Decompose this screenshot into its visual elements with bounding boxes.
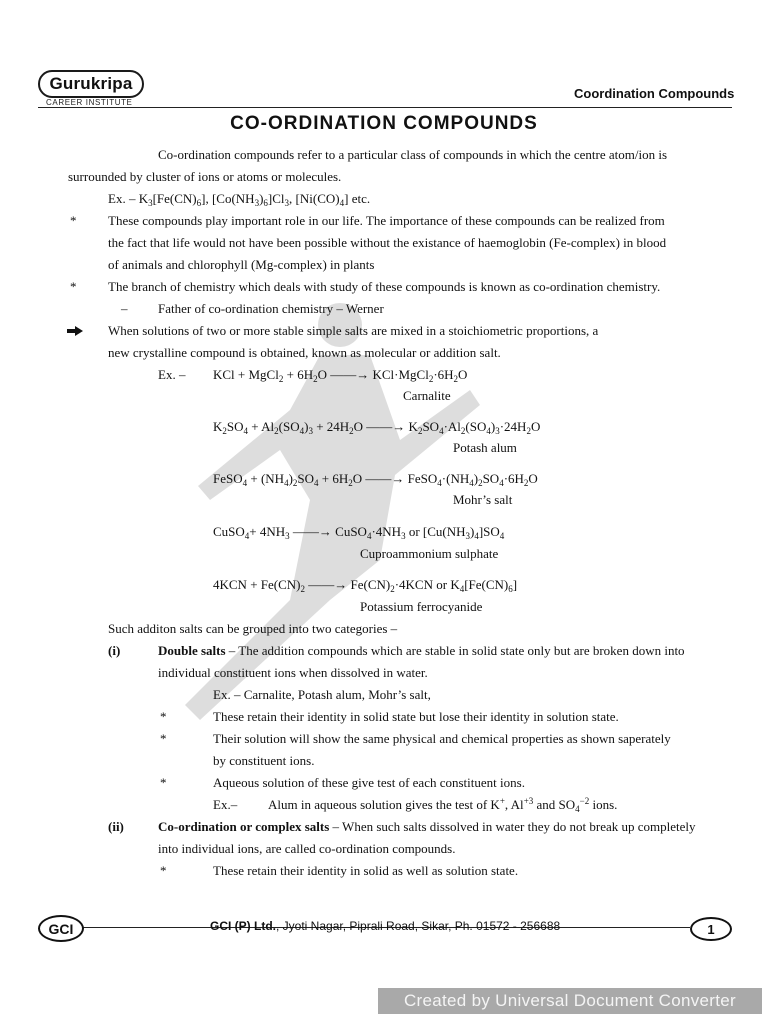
bullet-1-line-3: of animals and chlorophyll (Mg-complex) in plants <box>108 257 375 272</box>
page-number: 1 <box>690 917 732 941</box>
complex-salts-number: (ii) <box>108 819 124 834</box>
footer-company: GCI (P) Ltd. <box>210 919 276 933</box>
bullet-marker: * <box>160 775 167 790</box>
double-salts-point-2-line-1: Their solution will show the same physical and chemical properties as shown saperately <box>213 731 671 746</box>
intro-line-1: Co-ordination compounds refer to a particular class of compounds in which the centre atom/ion is <box>158 147 668 162</box>
reaction-2: $K_2SO_4 + Al_2(SO_4)_3 + 24H_2O$ ——→ $K_2SO_4\cdot Al_2(SO_4)_3\cdot 24H_2O$ <box>213 419 541 436</box>
alum-example: Alum in aqueous solution gives the test of K+, $Al^{+3}$ and $SO_4^{-2}$ ions. <box>268 796 618 814</box>
double-salts-point-2-line-2: by constituent ions. <box>213 753 315 768</box>
converter-stamp: Created by Universal Document Converter <box>378 988 762 1014</box>
intro-line-2: surrounded by cluster of ions or atoms or molecules. <box>68 169 342 184</box>
bullet-marker: * <box>70 213 77 228</box>
reaction-4: CuSO$_4$+ $4NH_3$ ——→ $CuSO_4\cdot 4NH_3$ or $[Cu(NH_3)_4]SO_4$ <box>213 524 505 541</box>
addition-salt-line-1: When solutions of two or more stable simple salts are mixed in a stoichiometric proportions, a <box>108 323 599 338</box>
gci-logo: GCI <box>38 915 84 942</box>
reaction-5-name: Potassium ferrocyanide <box>360 599 483 614</box>
double-salts-point-3: Aqueous solution of these give test of each constituent ions. <box>213 775 525 790</box>
reaction-1-name: Carnalite <box>403 388 451 403</box>
reaction-4-name: Cuproammonium sulphate <box>360 546 499 561</box>
alum-example-label: Ex.– <box>213 797 238 812</box>
header-section-title: Coordination Compounds <box>574 86 735 101</box>
page-title: CO-ORDINATION COMPOUNDS <box>230 113 538 134</box>
reaction-3: FeSO$_4$ + $(NH_4)_2SO_4 + 6H_2O$ ——→ $FeSO_4\cdot(NH_4)_2SO_4\cdot 6H_2O$ <box>213 471 538 488</box>
logo-subtext: CAREER INSTITUTE <box>46 98 133 107</box>
double-salts-number: (i) <box>108 643 121 658</box>
bullet-1-line-1: These compounds play important role in our life. The importance of these compounds can be realized from <box>108 213 665 228</box>
complex-salts-line-1 <box>158 819 696 835</box>
complex-salts-text: – When such salts dissolved in water they do not break up completely <box>329 819 696 834</box>
header-divider <box>38 107 732 108</box>
categories-intro: Such additon salts can be grouped into two categories – <box>108 621 398 636</box>
footer-address-text: , Jyoti Nagar, Piprali Road, Sikar, Ph. 01572 - 256688 <box>276 919 561 933</box>
bullet-2-line-1: The branch of chemistry which deals with study of these compounds is known as co-ordination chemistry. <box>108 279 661 294</box>
bullet-marker: * <box>160 863 167 878</box>
complex-salts-point-1: These retain their identity in solid as well as solution state. <box>213 863 519 878</box>
bullet-marker: * <box>70 279 77 294</box>
footer-address <box>210 919 560 933</box>
double-salts-point-1: These retain their identity in solid state but lose their identity in solution state. <box>213 709 619 724</box>
example-suffix: etc. <box>348 191 371 206</box>
addition-salt-line-2: new crystalline compound is obtained, known as molecular or addition salt. <box>108 345 501 360</box>
double-salts-heading: Double salts <box>158 643 226 658</box>
father-of-coordination: Father of co-ordination chemistry – Werner <box>158 301 384 316</box>
double-salts-text: – The addition compounds which are stable in solid state only but are broken down into <box>225 643 685 658</box>
logo-text: Gurukripa <box>49 74 133 93</box>
bullet-marker: * <box>160 731 167 746</box>
reaction-1: KCl + MgCl$_2$ + $6H_2O$ ——→ $KCl\cdot MgCl_2\cdot 6H_2O$ <box>213 367 468 384</box>
reaction-2-name: Potash alum <box>453 440 517 455</box>
double-salts-line-2: individual constituent ions when dissolved in water. <box>158 665 428 680</box>
reaction-example-label: Ex. – <box>158 367 186 382</box>
dash-marker: – <box>121 301 128 316</box>
reaction-5: $4KCN + Fe(CN)_2$ ——→ $Fe(CN)_2\cdot 4KCN$ or $K_4[Fe(CN)_6]$ <box>213 577 518 594</box>
double-salts-example: Ex. – Carnalite, Potash alum, Mohr’s salt, <box>213 687 431 702</box>
complex-salts-line-2: into individual ions, are called co-ordination compounds. <box>158 841 456 856</box>
pointing-hand-icon <box>66 325 84 337</box>
bullet-1-line-2: the fact that life would not have been possible without the existance of haemoglobin (Fe-complex) in blood <box>108 235 667 250</box>
complex-salts-heading: Co-ordination or complex salts <box>158 819 330 834</box>
gurukripa-logo <box>38 70 144 98</box>
double-salts-line-1 <box>158 643 685 659</box>
example-prefix: Ex. – <box>108 191 139 206</box>
bullet-marker: * <box>160 709 167 724</box>
intro-example: Ex. – $K_3[Fe(CN)_6]$, $[Co(NH_3)_6]Cl_3$, $[Ni(CO)_4]$ etc. <box>108 191 371 208</box>
reaction-3-name: Mohr’s salt <box>453 492 513 507</box>
alum-example-text: Alum in aqueous solution gives the test of <box>268 797 491 812</box>
